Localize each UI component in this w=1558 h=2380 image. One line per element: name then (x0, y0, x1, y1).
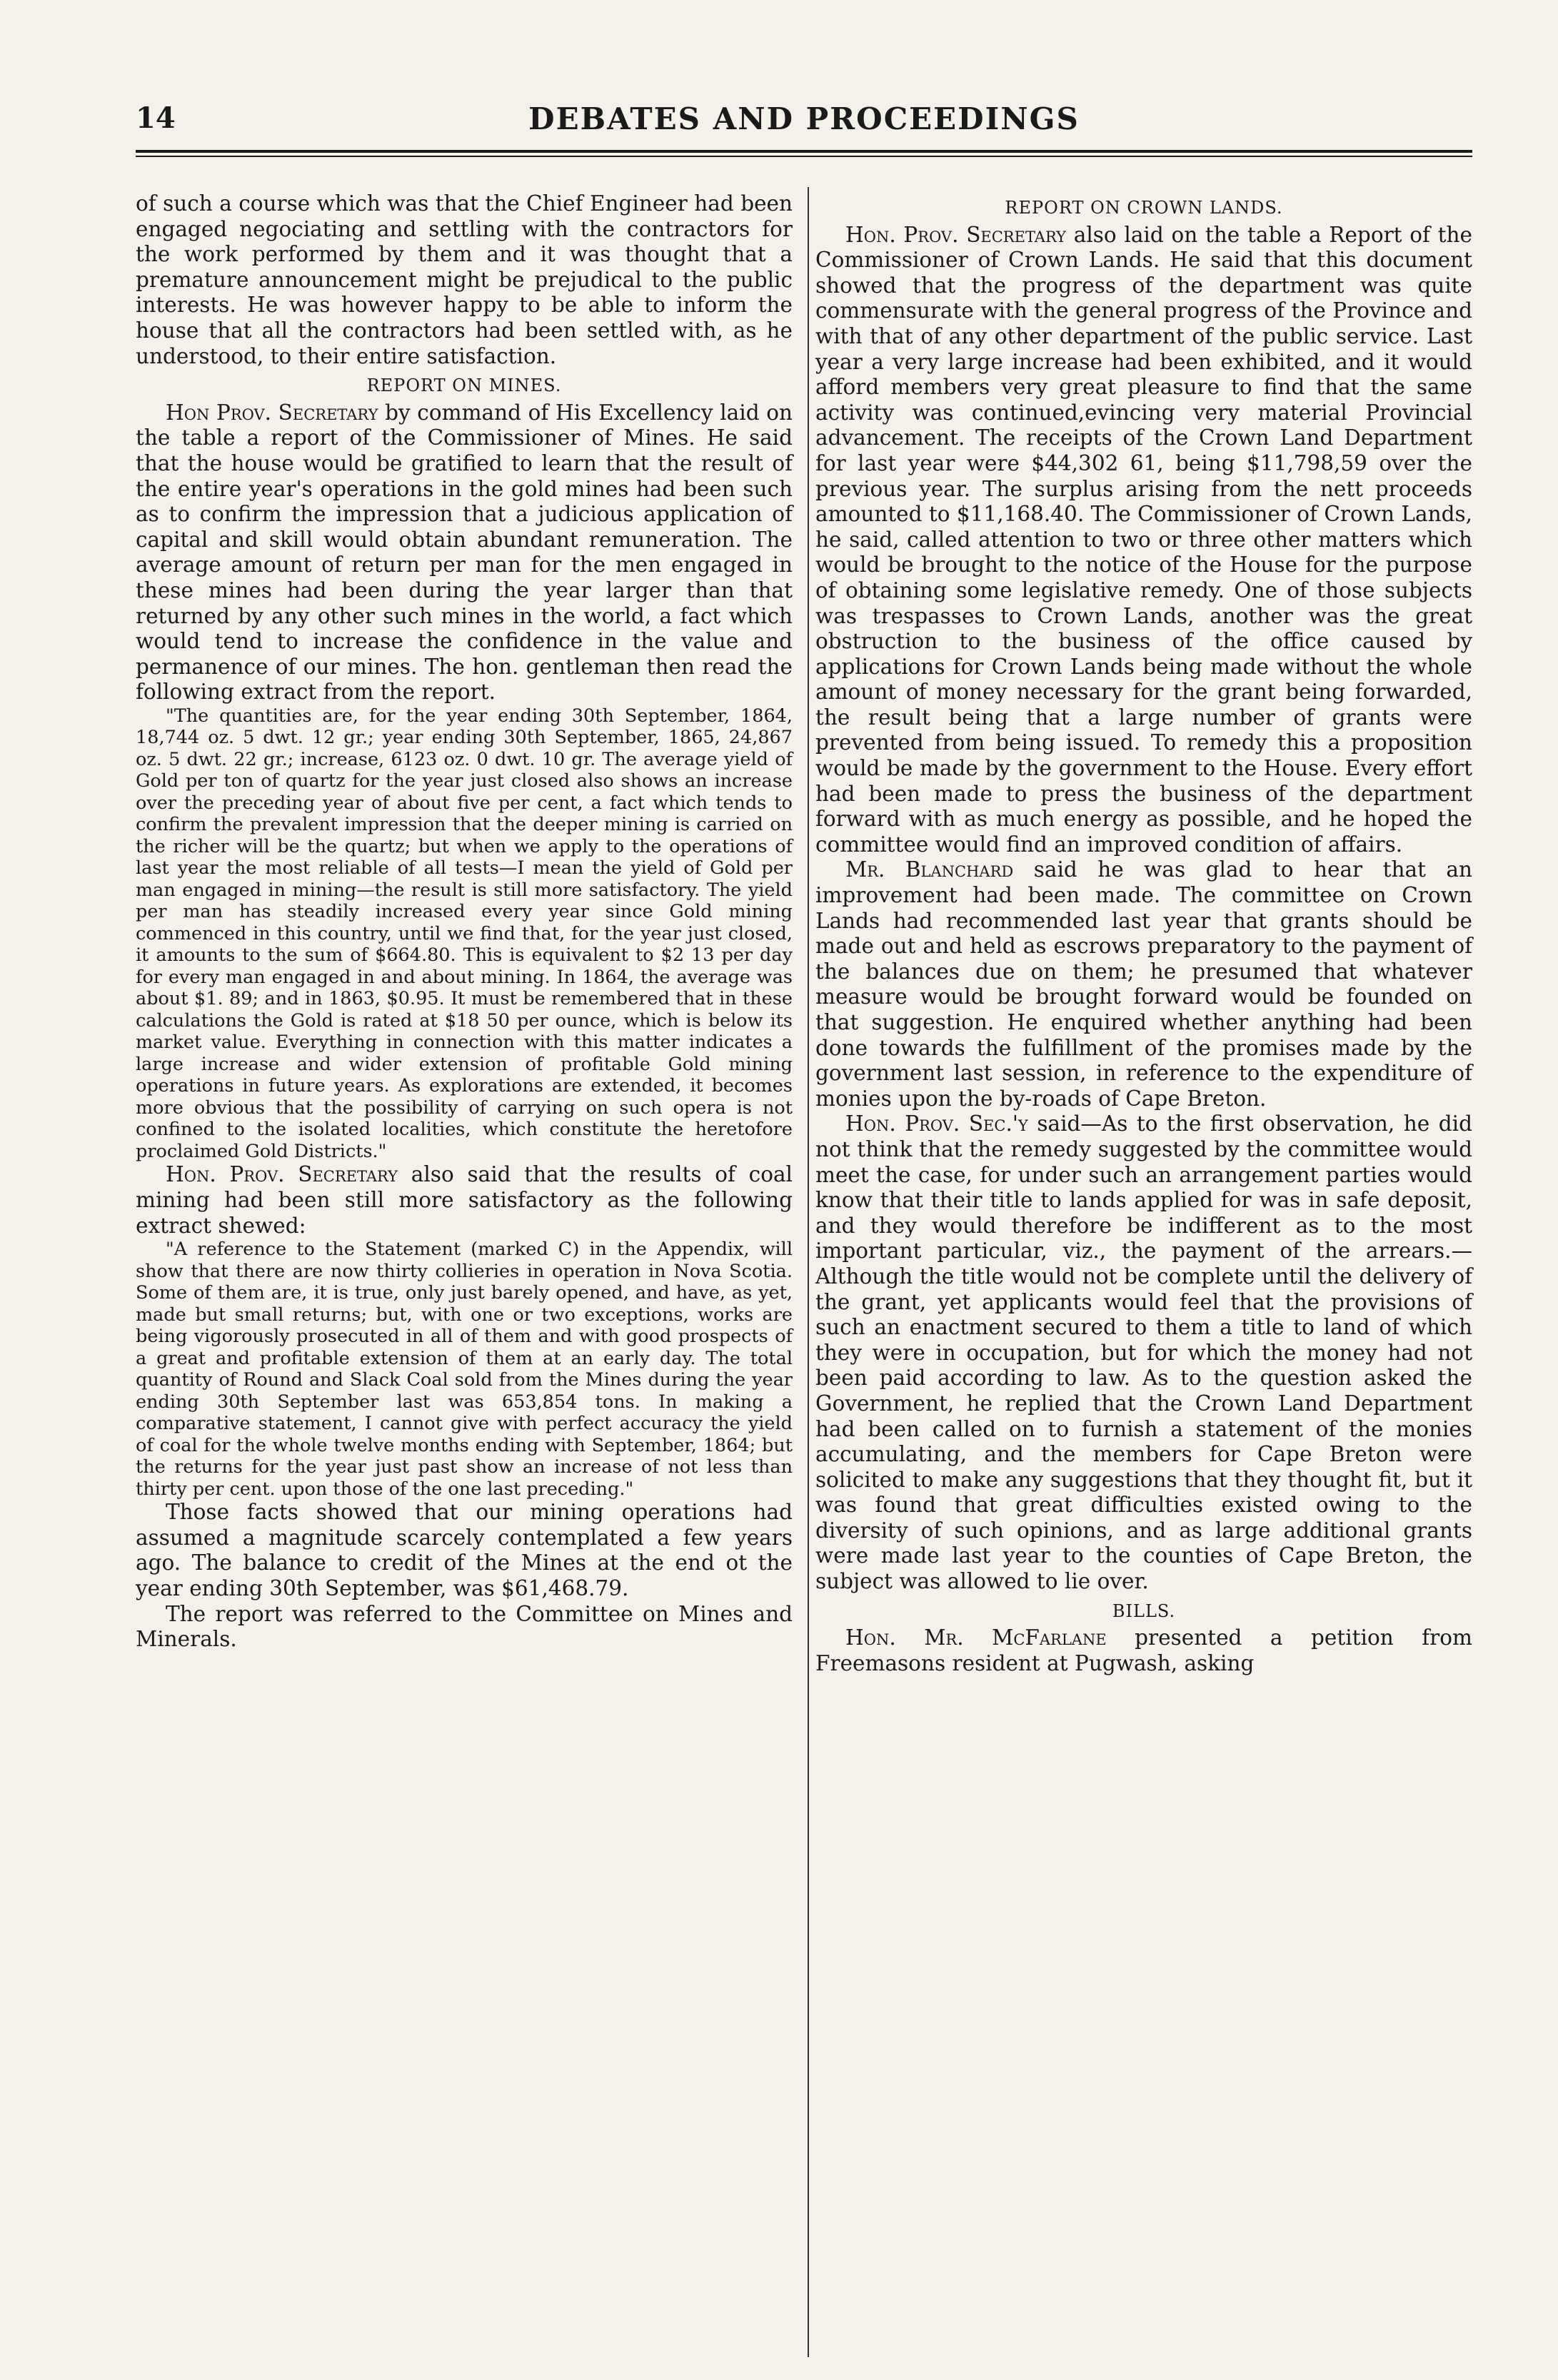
paragraph (136, 400, 793, 705)
page-header (136, 101, 1472, 144)
paragraph-text: said—As to the first observation, he did not think that the remedy suggested by the committee would meet the case, for under such an arrangement parties would know that their title to lands applied for was in safe deposit, and they would therefore be indifferent as to the most important particular, viz., the payment of the arrears.—Although the title would not be complete until the delivery of the grant, yet applicants would feel that the provisions of such an enactment secured to them a title to land of which they were in occupation, but for which the money had not been paid according to law. As to the question asked the Government, he replied that the Crown Land Department had been called on to furnish a statement of the monies accumulating, and the members for Cape Breton were solicited to make any suggestions that they thought fit, but it was found that great difficulties existed owing to the diversity of such opinions, and as large additional grants were made last year to the counties of Cape Breton, the subject was allowed to lie over. (815, 1111, 1472, 1594)
paragraph (815, 857, 1472, 1111)
quoted-extract: "A reference to the Statement (marked C) in the Appendix, will show that there are now thirty collieries in operation in Nova Scotia. Some of them are, it is true, only just barely opened, and have, as yet, made but small returns; but, with one or two exceptions, works are being vigorously prosecuted in all of them and with good prospects of a great and profitable extension of them at an early day. The total quantity of Round and Slack Coal sold from the Mines during the year ending 30th September last was 653,854 tons. In making a comparative statement, I cannot give with perfect accuracy the yield of coal for the whole twelve months ending with September, 1864; but the returns for the year just past show an increase of not less than thirty per cent. upon those of the one last preceding." (136, 1239, 793, 1500)
speaker-name: Hon. Prov. Secretary (845, 222, 1067, 247)
column-divider (808, 187, 809, 2357)
paragraph-text: presented a petition from Freemasons resident at Pugwash, asking (815, 1625, 1472, 1675)
header-rule-thin (136, 156, 1472, 157)
speaker-name: Hon. Mr. McFarlane (845, 1625, 1107, 1650)
speaker-name: Hon Prov. Secretary (166, 400, 378, 425)
paragraph-text: also said that the results of coal mining had been still more satisfactory as the following extract shewed: (136, 1162, 793, 1238)
speaker-name: Mr. Blanchard (845, 857, 1014, 882)
section-heading: BILLS. (1112, 1600, 1176, 1621)
page-number: 14 (136, 101, 176, 135)
section-heading: REPORT ON CROWN LANDS. (1005, 198, 1283, 218)
paragraph: The report was referred to the Committee on Mines and Minerals. (136, 1601, 793, 1652)
paragraph-text: said he was glad to hear that an improvement had been made. The committee on Crown Lands had recommended last year that grants should be made out and held as escrows preparatory to the payment of the balances due on them; he presumed that whatever measure would be brought forward would be founded on that suggestion. He enquired whether anything had been done towards the fulfillment of the promises made by the government last session, in reference to the expenditure of monies upon the by-roads of Cape Breton. (815, 857, 1472, 1111)
speaker-name: Hon. Prov. Secretary (166, 1162, 398, 1187)
speaker-name: Hon. Prov. Sec.'y (845, 1111, 1028, 1136)
paragraph (815, 1625, 1472, 1676)
paragraph-text: by command of His Excellency laid on the table a report of the Commissioner of Mines. He said that the house would be gratified to learn that the result of the entire year's operations in the gold mines had been such as to confirm the impression that a judicious application of capital and skill would obtain abundant remuneration. The average amount of return per man for the men engaged in these mines had been during the year larger than that returned by any other such mines in the world, a fact which would tend to increase the confidence in the value and permanence of our mines. The hon. gentleman then read the following extract from the report. (136, 400, 793, 705)
header-rule (136, 150, 1472, 153)
quoted-extract: "The quantities are, for the year ending 30th September, 1864, 18,744 oz. 5 dwt. 12 gr.; year ending 30th September, 1865, 24,867 oz. 5 dwt. 22 gr.; increase, 6123 oz. 0 dwt. 10 gr. The average yield of Gold per ton of quartz for the year just closed also shows an increase over the preceding year of about five per cent, a fact which tends to confirm the prevalent impression that the deeper mining is carried on the richer will be the quartz; but when we apply to the operations of last year the most reliable of all tests—I mean the yield of Gold per man engaged in mining—the result is still more satisfactory. The yield per man has steadily increased every year since Gold mining commenced in this country, until we find that, for the year just closed, it amounts to the sum of $664.80. This is equivalent to $2 13 per day for every man engaged in and about mining. In 1864, the average was about $1. 89; and in 1863, $0.95. It must be remembered that in these calculations the Gold is rated at $18 50 per ounce, which is below its market value. Everything in connection with this matter indicates a large increase and wider extension of profitable Gold mining operations in future years. As explorations are extended, it becomes more obvious that the possibility of carrying on such opera is not confined to the isolated localities, which constitute the heretofore proclaimed Gold Districts." (136, 705, 793, 1162)
paragraph (136, 1162, 793, 1239)
running-title: DEBATES AND PROCEEDINGS (528, 101, 1080, 136)
right-column (815, 191, 1472, 1676)
paragraph (815, 223, 1472, 858)
section-heading: REPORT ON MINES. (366, 375, 562, 396)
paragraph-text: also laid on the table a Report of the Commissioner of Crown Lands. He said that this document showed that the progress of the department was quite commensurate with the general progress of the Province and with that of any other department of the public service. Last year a very large increase had been exhibited, and it would afford members very great pleasure to find that the same activity was continued,evincing very material Provincial advancement. The receipts of the Crown Land Department for last year were $44,302 61, being $11,798,59 over the previous year. The surplus arising from the nett proceeds amounted to $11,168.40. The Commissioner of Crown Lands, he said, called attention to two or three other matters which would be brought to the notice of the House for the purpose of obtaining some legislative remedy. One of those subjects was trespasses to Crown Lands, another was the great obstruction to the business of the office caused by applications for Crown Lands being made without the whole amount of money necessary for the grant being forwarded, the result being that a large number of grants were prevented from being issued. To remedy this a proposition would be made by the government to the House. Every effort had been made to press the business of the department forward with as much energy as possible, and he hoped the committee would find an improved condition of affairs. (815, 222, 1472, 857)
paragraph: of such a course which was that the Chief Engineer had been engaged negociating and settling with the contractors for the work performed by them and it was thought that a premature announcement might be prejudical to the public interests. He was however happy to be able to inform the house that all the contractors had been settled with, as he understood, to their entire satisfaction. (136, 191, 793, 368)
left-column (136, 191, 793, 1653)
paragraph (815, 1111, 1472, 1594)
paragraph: Those facts showed that our mining operations had assumed a magnitude scarcely contemplated a few years ago. The balance to credit of the Mines at the end ot the year ending 30th September, was $61,468.79. (136, 1500, 793, 1600)
